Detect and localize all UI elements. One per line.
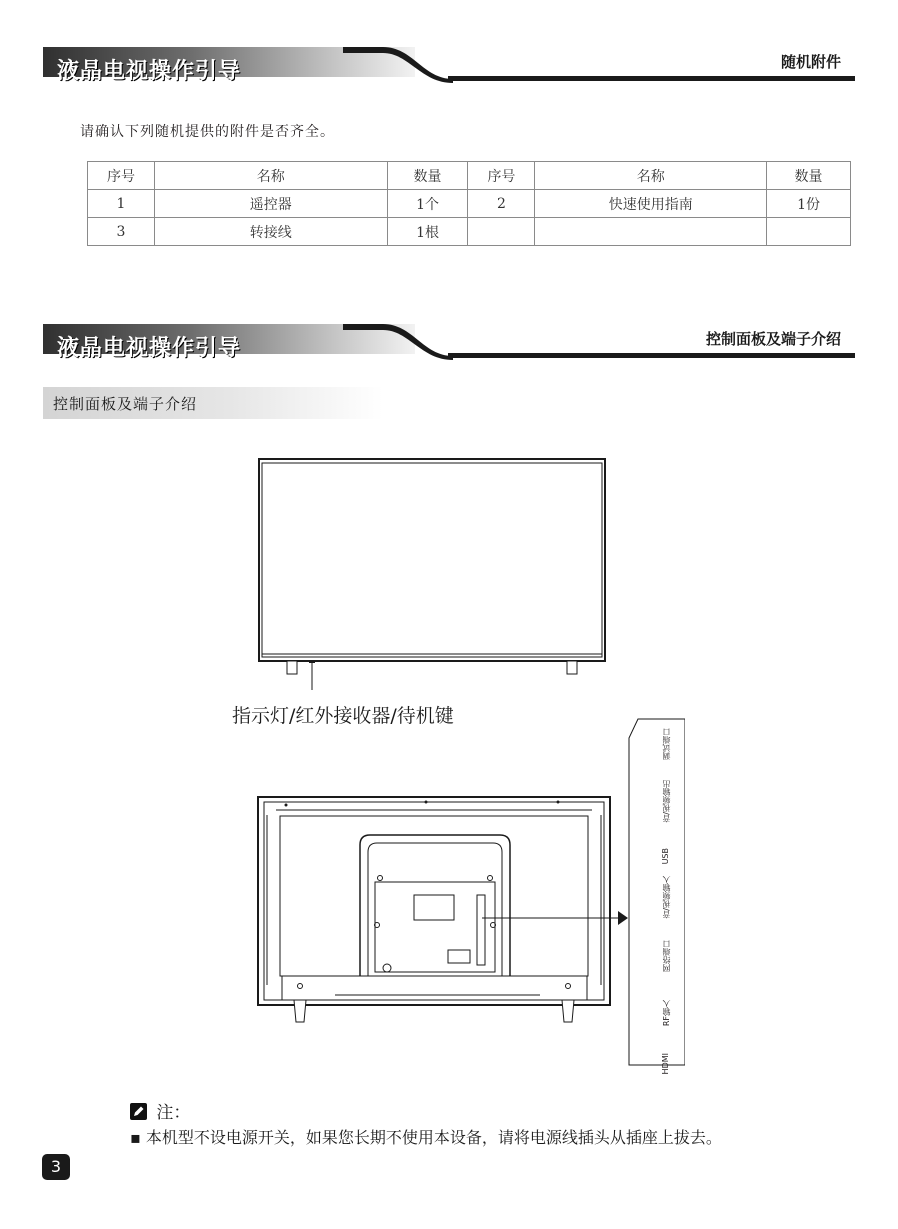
table-cell: 遥控器: [154, 190, 387, 218]
table-cell: 1: [88, 190, 155, 218]
header-rule: [448, 76, 855, 81]
section-title: 控制面板及端子介绍: [705, 330, 841, 348]
port-label-rf: RF输入: [662, 1000, 671, 1027]
pencil-icon: [130, 1103, 147, 1120]
page-number: 3: [42, 1154, 70, 1180]
port-panel-outline: [627, 718, 685, 1066]
table-row: [88, 218, 851, 246]
port-panel: [627, 718, 685, 1075]
table-row: [88, 190, 851, 218]
indicator-label: 指示灯/红外接收器/待机键: [232, 705, 454, 727]
header-curve: [343, 43, 453, 83]
table-header-cell: 数量: [387, 162, 468, 190]
intro-text: 请确认下列随机提供的附件是否齐全。: [80, 124, 335, 140]
table-cell: [468, 218, 535, 246]
table-cell: [767, 218, 851, 246]
section-header-accessories: [43, 43, 855, 83]
header-rule: [448, 353, 855, 358]
table-header-row: [88, 162, 851, 190]
note-heading: [130, 1098, 190, 1123]
table-cell: 2: [468, 190, 535, 218]
tv-front-diagram: [250, 455, 615, 690]
accessories-table: [87, 161, 851, 246]
subheader-title: 控制面板及端子介绍: [53, 395, 198, 413]
port-label-debug: 调试端口: [662, 728, 671, 760]
table-header-cell: 名称: [154, 162, 387, 190]
table-header-cell: 数量: [767, 162, 851, 190]
port-label-network: 网络端口: [662, 940, 671, 972]
table-cell: 快速使用指南: [535, 190, 767, 218]
table-cell: [535, 218, 767, 246]
table-header-cell: 序号: [88, 162, 155, 190]
section-header-control-panel: [43, 320, 855, 360]
table-header-cell: 名称: [535, 162, 767, 190]
port-label-av-in: 音/视频输入: [662, 876, 671, 919]
port-label-hdmi: HDMI: [661, 1053, 670, 1075]
header-band-title: 液晶电视操作引导: [57, 335, 242, 361]
header-curve: [343, 320, 453, 360]
table-cell: 3: [88, 218, 155, 246]
table-cell: 1个: [387, 190, 468, 218]
note-title: 注：: [156, 1103, 191, 1123]
table-cell: 转接线: [154, 218, 387, 246]
note-text: ▪ 本机型不设电源开关，如果您长期不使用本设备，请将电源线插头从插座上拔去。: [130, 1128, 722, 1147]
table-header-cell: 序号: [468, 162, 535, 190]
subheader: [43, 387, 383, 419]
header-band-title: 液晶电视操作引导: [57, 58, 242, 84]
port-label-av-out: 音/视频输出: [662, 780, 671, 823]
port-label-usb: USB: [661, 848, 670, 865]
table-cell: 1份: [767, 190, 851, 218]
section-title: 随机附件: [780, 53, 841, 71]
table-cell: 1根: [387, 218, 468, 246]
tv-rear-diagram: [250, 790, 620, 1030]
